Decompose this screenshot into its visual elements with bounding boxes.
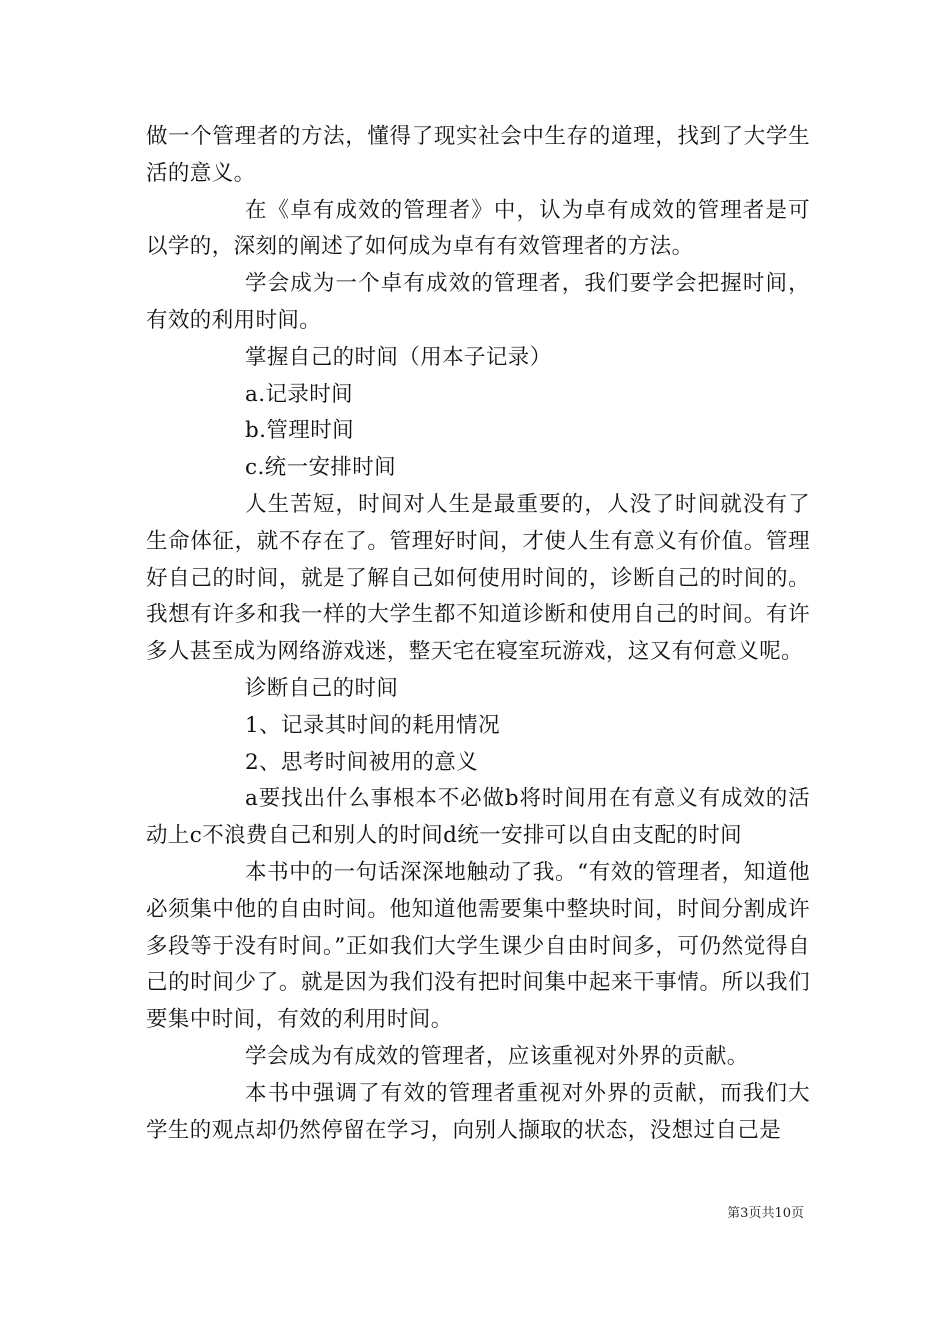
section-heading-manage-time: 掌握自己的时间（用本子记录） [245,344,552,370]
paragraph-quote: 本书中的一句话深深地触动了我。“有效的管理者，知道他必须集中他的自由时间。他知道他需要集中整块时间，时间分割成许多段等于没有时间。”正如我们大学生课少自由时间多，可仍然觉得自己的时间少了。就是因为我们没有把时间集中起来干事情。所以我们要集中时间，有效的利用时间。 [146,859,810,1033]
paragraph-1: 做一个管理者的方法，懂得了现实社会中生存的道理，找到了大学生活的意义。 [146,124,810,186]
section-heading-contribution: 学会成为有成效的管理者，应该重视对外界的贡献。 [245,1043,749,1069]
paragraph-life-time: 人生苦短，时间对人生是最重要的，人没了时间就没有了生命体征，就不存在了。管理好时间，才使人生有意义有价值。管理好自己的时间，就是了解自己如何使用时间的，诊断自己的时间的。我想有许多和我一样的大学生都不知道诊断和使用自己的时间。有许多人甚至成为网络游戏迷，整天宅在寝室玩游戏，这又有何意义呢。 [146,491,810,665]
paragraph-steps: a要找出什么事根本不必做b将时间用在有意义有成效的活动上c不浪费自己和别人的时间d统一安排可以自由支配的时间 [146,786,810,849]
section-heading-diagnose-time: 诊断自己的时间 [245,675,399,701]
page-number-footer: 第3页共10页 [727,1206,804,1221]
list-item-a: a.记录时间 [245,381,354,407]
paragraph-3: 学会成为一个卓有成效的管理者，我们要学会把握时间，有效的利用时间。 [146,271,810,333]
document-body [146,119,810,1149]
list-item-2: 2、思考时间被用的意义 [245,749,479,775]
list-item-c: c.统一安排时间 [245,455,397,481]
list-item-b: b.管理时间 [245,418,354,444]
list-item-1: 1、记录其时间的耗用情况 [245,712,500,738]
paragraph-contribution: 本书中强调了有效的管理者重视对外界的贡献，而我们大学生的观点却仍然停留在学习，向别人撷取的状态，没想过自己是 [146,1080,810,1143]
paragraph-2: 在《卓有成效的管理者》中，认为卓有成效的管理者是可以学的，深刻的阐述了如何成为卓有有效管理者的方法。 [146,197,810,260]
